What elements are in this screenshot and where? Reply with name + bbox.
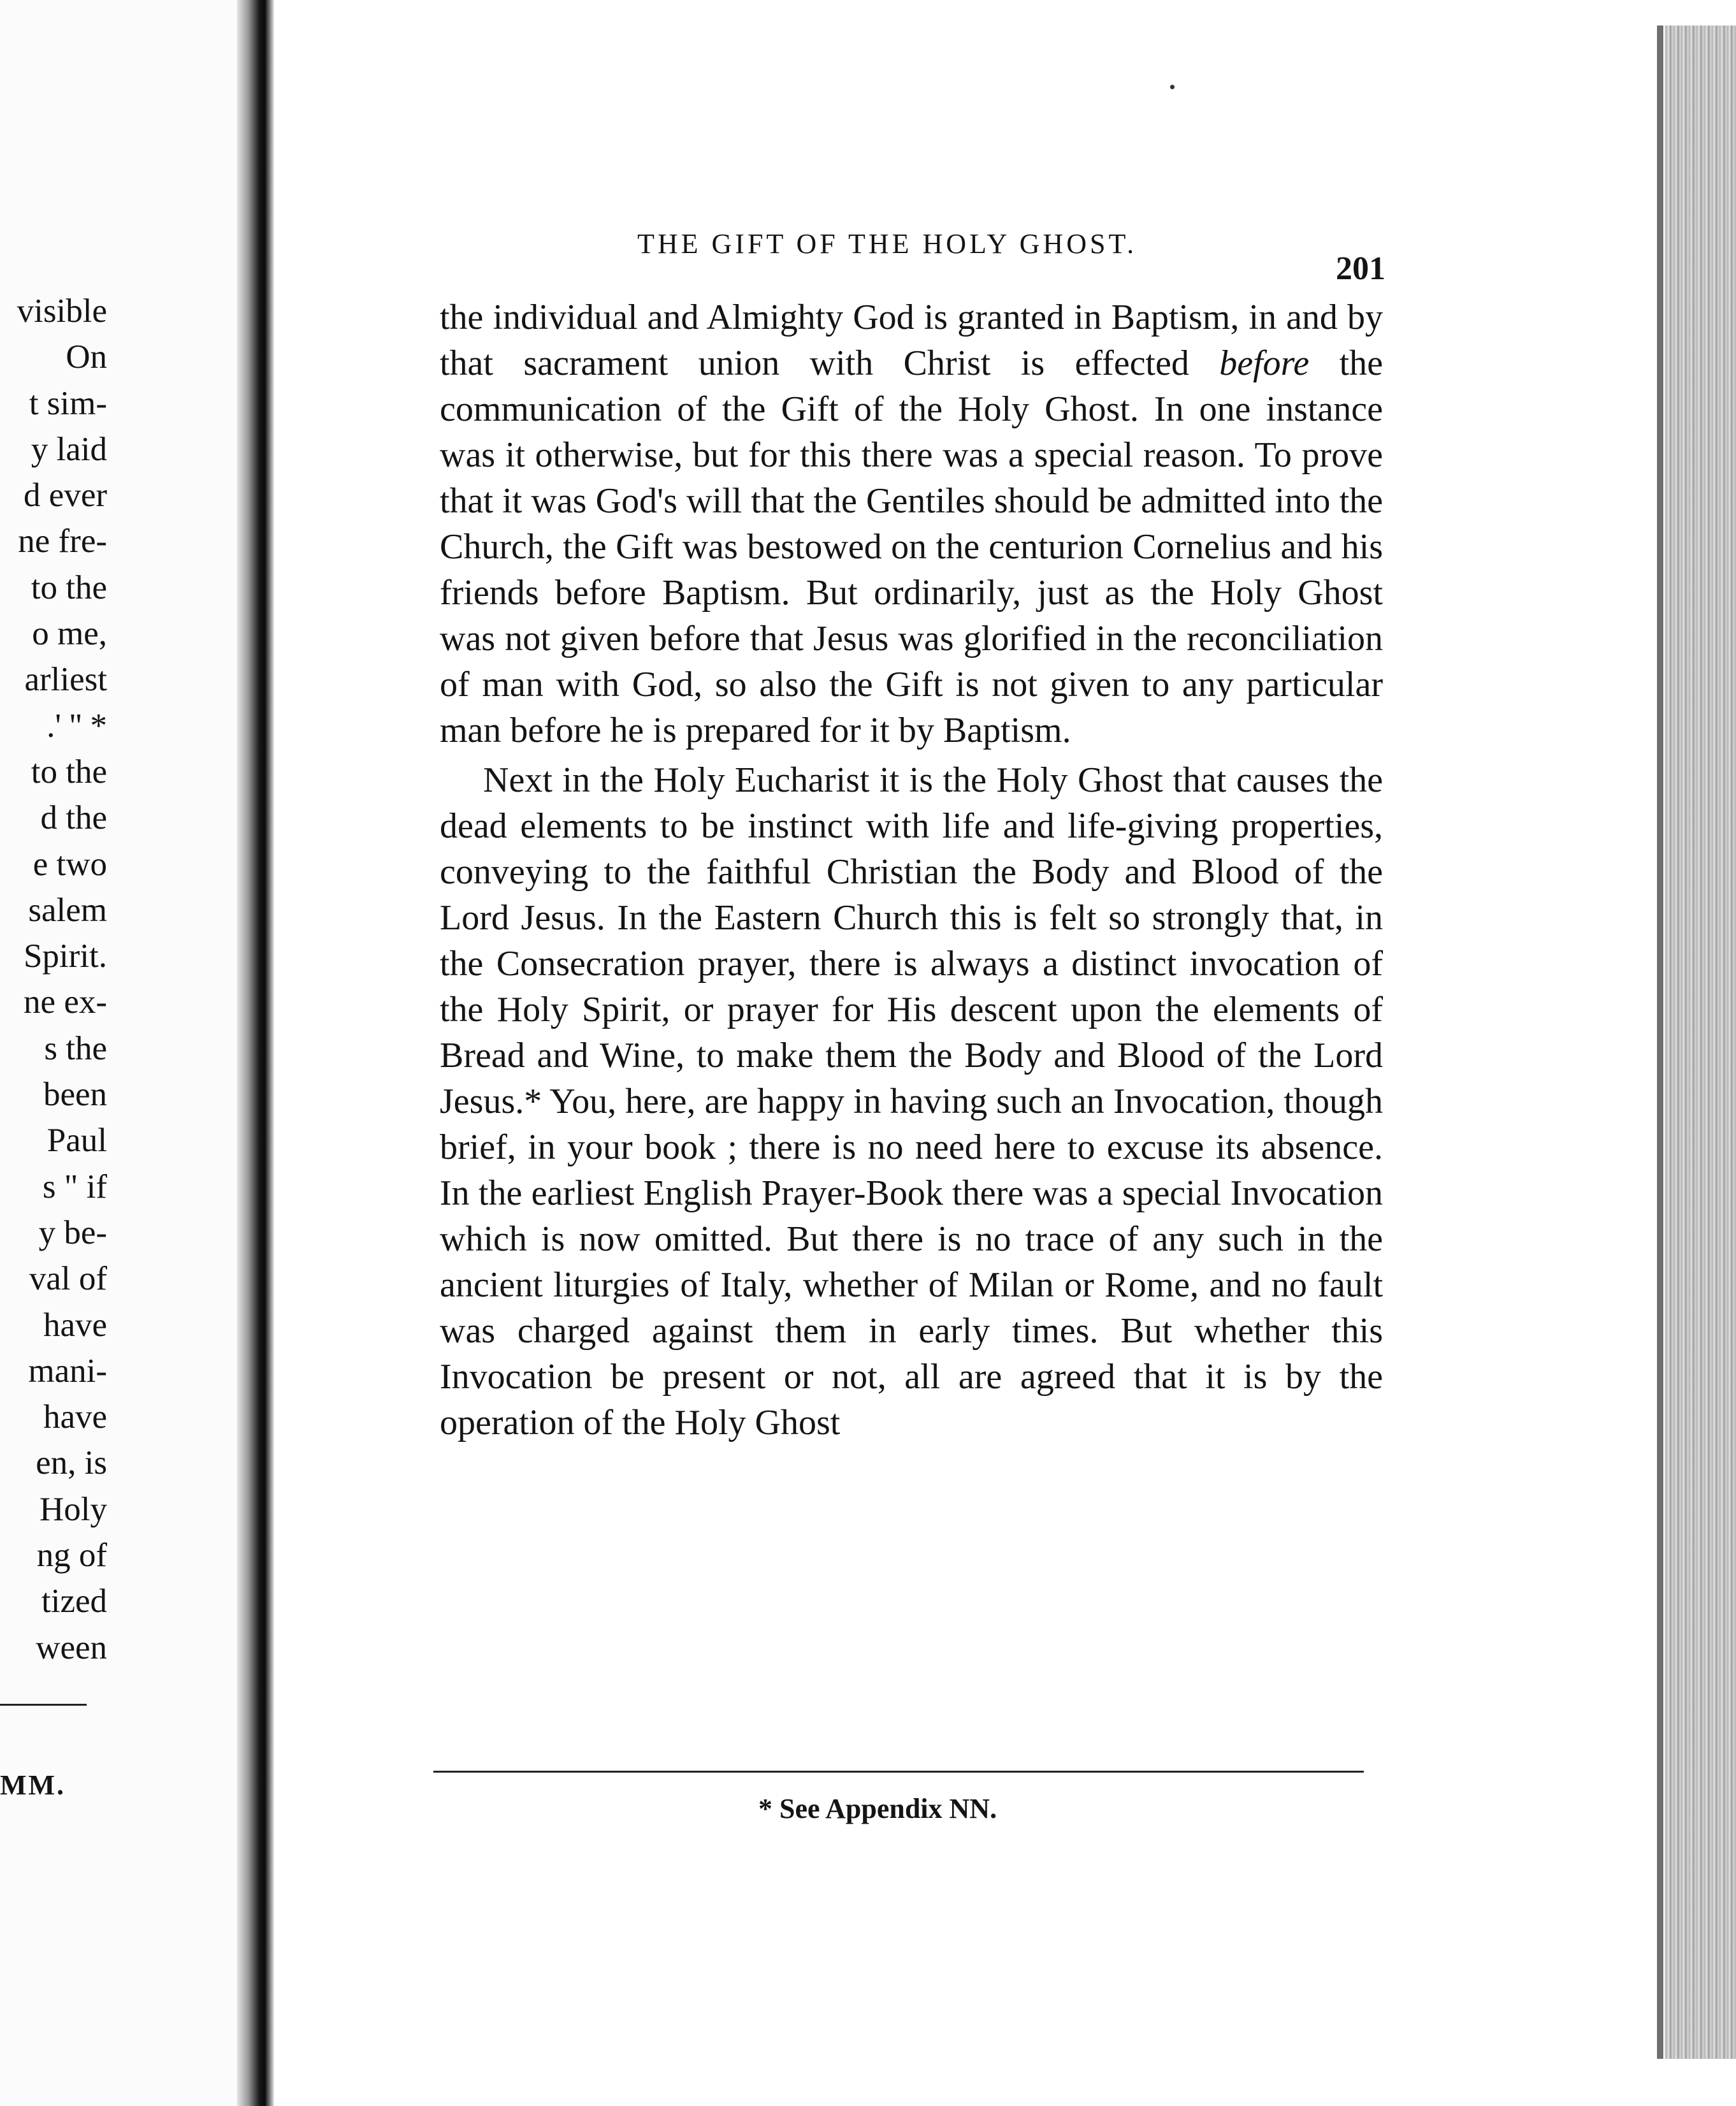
left-line: d the [40, 799, 107, 837]
page-edge [1665, 25, 1736, 2059]
left-line: salem [28, 891, 107, 929]
left-line: arliest [24, 661, 107, 699]
left-line: ne ex- [24, 984, 107, 1021]
emphasis-before: before [1219, 344, 1310, 383]
left-line: Holy [40, 1490, 107, 1528]
left-footnote-rule [0, 1704, 87, 1706]
left-line: d ever [24, 477, 107, 514]
left-line: visible [17, 293, 107, 330]
running-title: THE GIFT OF THE HOLY GHOST. [637, 228, 1138, 259]
left-page-text [0, 288, 107, 1671]
left-line: o me, [32, 615, 107, 653]
left-line: to the [31, 753, 107, 790]
paragraph-1: the individual and Almighty God is granted in Baptism, in and by that sacrament union with Christ is effected before the communication of the Gift of the Holy Ghost. In one instance was it otherwise, but for this there was a special reason. To prove that it was God's will that the Gentiles should be admitted into the Church, the Gift was bestowed on the centurion Cornelius and his friends before Baptism. But ordinarily, just as the Holy Ghost was not given before that Jesus was glorified in the reconciliation of man with God, so also the Gift is not given to any particular man before he is prepared for it by Baptism. [440, 298, 1383, 750]
page-body [440, 294, 1383, 1446]
left-line: en, is [36, 1444, 107, 1482]
left-line: s " if [42, 1168, 107, 1205]
left-line: tized [41, 1583, 107, 1620]
left-line: t sim- [29, 384, 107, 422]
left-line: ween [36, 1629, 107, 1666]
left-line: On [66, 338, 107, 376]
page-number: 201 [1336, 251, 1385, 287]
left-line: to the [31, 569, 107, 606]
page-speck [1170, 85, 1175, 89]
left-line: s the [44, 1029, 107, 1067]
left-line: been [43, 1076, 107, 1114]
left-line: have [43, 1306, 107, 1344]
left-line: val of [29, 1260, 107, 1298]
page-edge-shadow [1657, 25, 1663, 2059]
left-line: e two [33, 845, 107, 883]
left-line: ne fre- [18, 523, 107, 560]
book-gutter [237, 0, 274, 2106]
left-line: mani- [28, 1352, 107, 1390]
left-line: y be- [38, 1214, 107, 1251]
left-footnote-fragment: MM. [0, 1769, 66, 1801]
footnote-rule [433, 1771, 1364, 1773]
left-line: have [43, 1398, 107, 1436]
footnote: * See Appendix NN. [758, 1793, 997, 1824]
left-line: ng of [36, 1537, 107, 1574]
left-line: Spirit. [23, 938, 107, 975]
left-line: .' '' * [47, 707, 107, 744]
left-line: y laid [31, 430, 107, 468]
paragraph-2: Next in the Holy Eucharist it is the Holy Ghost that causes the dead elements to be instinct with life and life-giving properties, conveying to the faithful Christian the Body and Blood of the Lord Jesus. In the Eastern Church this is felt so strongly that, in the Consecration prayer, there is always a distinct invocation of the Holy Spirit, or prayer for His descent upon the elements of Bread and Wine, to make them the Body and Blood of the Lord Jesus.* You, here, are happy in having such an Invocation, though brief, in your book ; there is no need here to excuse its absence. In the earliest English Prayer-Book there was a special Invocation which is now omitted. But there is no trace of any such in the ancient liturgies of Italy, whether of Milan or Rome, and no fault was charged against them in early times. But whether this Invocation be present or not, all are agreed that it is by the operation of the Holy Ghost [440, 760, 1383, 1442]
left-page-fragment [0, 0, 241, 2106]
left-line: Paul [47, 1122, 107, 1159]
